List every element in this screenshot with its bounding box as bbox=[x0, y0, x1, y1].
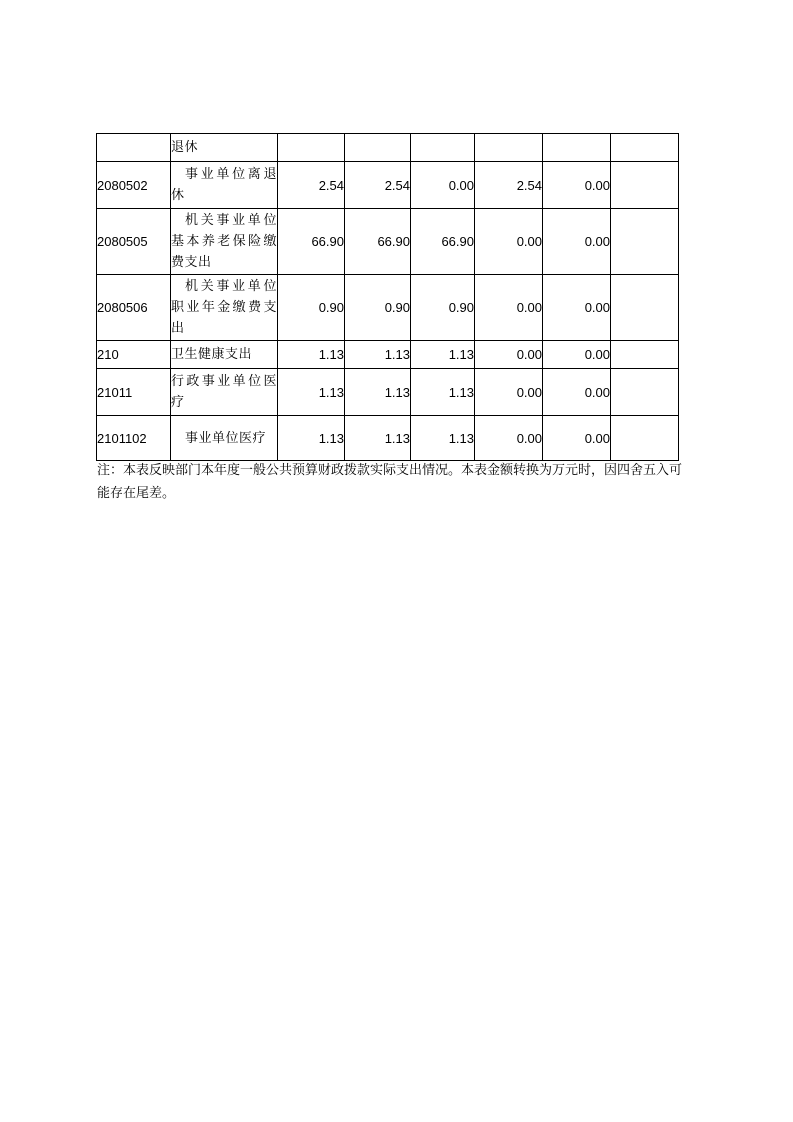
value-cell bbox=[543, 134, 611, 162]
value-cell: 2.54 bbox=[278, 162, 345, 209]
value-cell: 0.00 bbox=[543, 369, 611, 416]
value-cell: 1.13 bbox=[345, 416, 411, 461]
table-row bbox=[97, 341, 679, 369]
value-cell bbox=[611, 369, 679, 416]
code-cell: 2080506 bbox=[97, 275, 171, 341]
value-cell: 1.13 bbox=[345, 341, 411, 369]
value-cell: 1.13 bbox=[411, 341, 475, 369]
name-cell: 退休 bbox=[171, 134, 278, 162]
name-cell: 机关事业单位职业年金缴费支出 bbox=[171, 275, 278, 341]
value-cell: 0.90 bbox=[345, 275, 411, 341]
name-cell: 事业单位离退休 bbox=[171, 162, 278, 209]
value-cell: 0.00 bbox=[543, 416, 611, 461]
value-cell bbox=[611, 341, 679, 369]
value-cell bbox=[611, 416, 679, 461]
value-cell: 0.00 bbox=[475, 369, 543, 416]
value-cell: 1.13 bbox=[278, 416, 345, 461]
value-cell: 2.54 bbox=[475, 162, 543, 209]
value-cell bbox=[611, 162, 679, 209]
value-cell bbox=[475, 134, 543, 162]
value-cell: 66.90 bbox=[278, 209, 345, 275]
code-cell: 2101102 bbox=[97, 416, 171, 461]
name-cell: 行政事业单位医疗 bbox=[171, 369, 278, 416]
value-cell: 2.54 bbox=[345, 162, 411, 209]
value-cell: 0.00 bbox=[475, 416, 543, 461]
value-cell: 1.13 bbox=[411, 416, 475, 461]
value-cell: 0.00 bbox=[543, 275, 611, 341]
table-row bbox=[97, 416, 679, 461]
value-cell: 66.90 bbox=[345, 209, 411, 275]
code-cell: 210 bbox=[97, 341, 171, 369]
value-cell: 1.13 bbox=[278, 369, 345, 416]
value-cell bbox=[611, 134, 679, 162]
table-row bbox=[97, 162, 679, 209]
value-cell: 0.90 bbox=[411, 275, 475, 341]
value-cell bbox=[278, 134, 345, 162]
code-cell: 21011 bbox=[97, 369, 171, 416]
value-cell: 0.00 bbox=[543, 209, 611, 275]
value-cell: 0.90 bbox=[278, 275, 345, 341]
code-cell bbox=[97, 134, 171, 162]
table-row bbox=[97, 134, 679, 162]
value-cell: 1.13 bbox=[345, 369, 411, 416]
value-cell bbox=[345, 134, 411, 162]
table-row bbox=[97, 209, 679, 275]
value-cell: 0.00 bbox=[543, 162, 611, 209]
value-cell: 66.90 bbox=[411, 209, 475, 275]
table-row bbox=[97, 275, 679, 341]
value-cell: 0.00 bbox=[475, 209, 543, 275]
table-row bbox=[97, 369, 679, 416]
code-cell: 2080502 bbox=[97, 162, 171, 209]
value-cell: 0.00 bbox=[543, 341, 611, 369]
value-cell bbox=[611, 209, 679, 275]
name-cell: 卫生健康支出 bbox=[171, 341, 278, 369]
value-cell bbox=[611, 275, 679, 341]
table-footnote: 注：本表反映部门本年度一般公共预算财政拨款实际支出情况。本表金额转换为万元时，因四舍五入可能存在尾差。 bbox=[97, 463, 683, 501]
value-cell: 1.13 bbox=[411, 369, 475, 416]
table-body bbox=[97, 134, 679, 461]
value-cell: 0.00 bbox=[475, 341, 543, 369]
value-cell: 1.13 bbox=[278, 341, 345, 369]
value-cell: 0.00 bbox=[475, 275, 543, 341]
value-cell bbox=[411, 134, 475, 162]
name-cell: 事业单位医疗 bbox=[171, 416, 278, 461]
expenditure-table bbox=[96, 133, 679, 461]
code-cell: 2080505 bbox=[97, 209, 171, 275]
name-cell: 机关事业单位基本养老保险缴费支出 bbox=[171, 209, 278, 275]
value-cell: 0.00 bbox=[411, 162, 475, 209]
